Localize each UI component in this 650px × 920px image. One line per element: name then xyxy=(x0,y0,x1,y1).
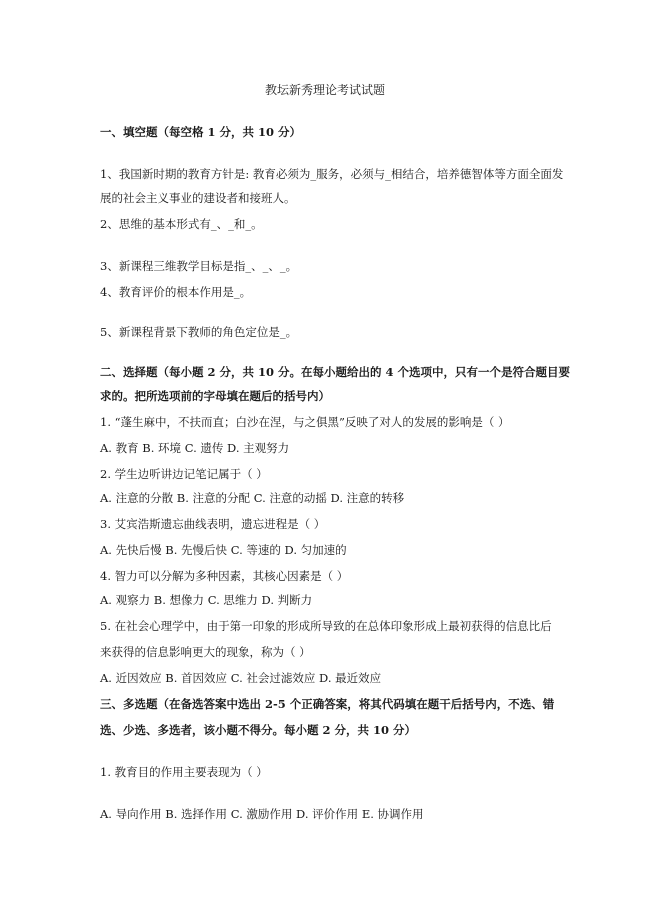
s1-q5: 5、新课程背景下教师的角色定位是_。 xyxy=(100,325,298,339)
s1-q1-line2: 展的社会主义事业的建设者和接班人。 xyxy=(100,191,296,205)
section2-heading-line1: 二、选择题（每小题 2 分，共 10 分。在每小题给出的 4 个选项中，只有一个是符合题目要 xyxy=(100,365,571,379)
s2-q5-options: A. 近因效应 B. 首因效应 C. 社会过滤效应 D. 最近效应 xyxy=(100,671,382,685)
s2-q4: 4. 智力可以分解为多种因素，其核心因素是（ ） xyxy=(100,569,349,583)
s2-q5-line2: 来获得的信息影响更大的现象，称为（ ） xyxy=(100,645,311,659)
s3-q1: 1. 教育目的作用主要表现为（ ） xyxy=(100,765,268,779)
s1-q2: 2、思维的基本形式有_、_和_。 xyxy=(100,217,263,231)
s2-q2: 2. 学生边听讲边记笔记属于（ ） xyxy=(100,467,268,481)
s3-q1-options: A. 导向作用 B. 选择作用 C. 激励作用 D. 评价作用 E. 协调作用 xyxy=(100,807,424,821)
s1-q1-line1: 1、我国新时期的教育方针是: 教育必须为_服务，必须与_相结合，培养德智体等方面全面发 xyxy=(100,167,564,181)
page-title: 教坛新秀理论考试试题 xyxy=(264,83,385,97)
section1-heading: 一、填空题（每空格 1 分，共 10 分） xyxy=(100,125,302,139)
s2-q4-options: A. 观察力 B. 想像力 C. 思维力 D. 判断力 xyxy=(100,593,313,607)
s2-q3: 3. 艾宾浩斯遗忘曲线表明，遗忘进程是（ ） xyxy=(100,517,326,531)
section3-heading-line1: 三、多选题（在备选答案中选出 2-5 个正确答案，将其代码填在题干后括号内，不选、错 xyxy=(100,697,555,711)
s2-q1-options: A. 教育 B. 环境 C. 遗传 D. 主观努力 xyxy=(100,441,290,455)
s1-q4: 4、教育评价的根本作用是_。 xyxy=(100,285,252,299)
s1-q3: 3、新课程三维教学目标是指_、_、_。 xyxy=(100,259,298,273)
s2-q3-options: A. 先快后慢 B. 先慢后快 C. 等速的 D. 匀加速的 xyxy=(100,543,347,557)
section2-heading-line2: 求的。把所选项前的字母填在题后的括号内） xyxy=(100,389,330,403)
s2-q5-line1: 5. 在社会心理学中，由于第一印象的形成所导致的在总体印象形成上最初获得的信息比后 xyxy=(100,619,552,633)
section3-heading-line2: 选、少选、多选者，该小题不得分。每小题 2 分，共 10 分） xyxy=(100,723,417,737)
s2-q2-options: A. 注意的分散 B. 注意的分配 C. 注意的动摇 D. 注意的转移 xyxy=(100,491,405,505)
s2-q1: 1. “蓬生麻中，不扶而直；白沙在涅，与之俱黑”反映了对人的发展的影响是（ ） xyxy=(100,415,510,429)
